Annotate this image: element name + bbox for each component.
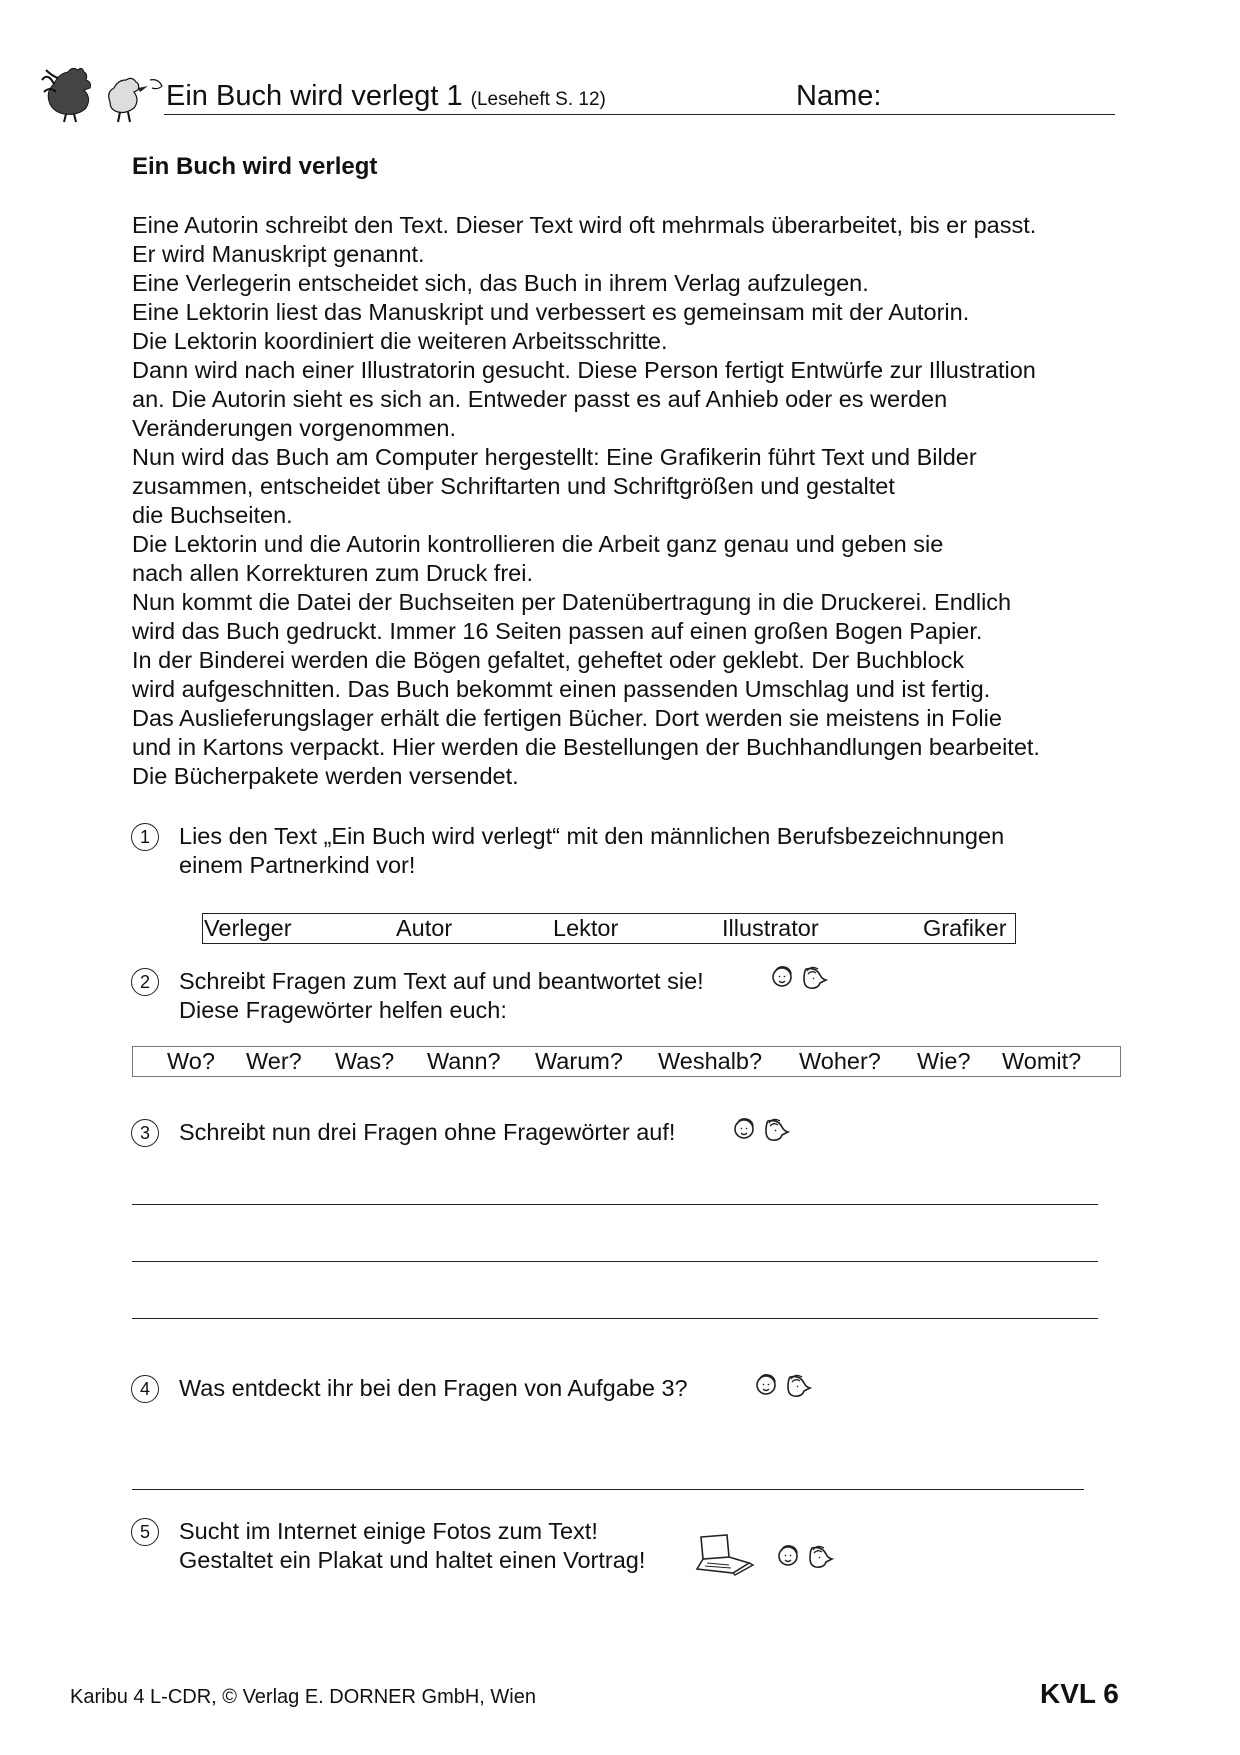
task-5-line-1: Sucht im Internet einige Fotos zum Text!: [179, 1518, 598, 1544]
question-word: Wie?: [917, 1048, 971, 1074]
text-title: Ein Buch wird verlegt: [132, 153, 378, 180]
job-titles-box: [202, 913, 1016, 944]
text-line: Dann wird nach einer Illustratorin gesucht. Diese Person fertigt Entwürfe zur Illustration: [132, 357, 1036, 383]
text-line: Eine Autorin schreibt den Text. Dieser Text wird oft mehrmals überarbeitet, bis er passt.: [132, 212, 1037, 238]
text-line: wird das Buch gedruckt. Immer 16 Seiten passen auf einen großen Bogen Papier.: [132, 618, 983, 644]
text-line: zusammen, entscheidet über Schriftarten und Schriftgrößen und gestaltet: [132, 473, 895, 499]
text-line: In der Binderei werden die Bögen gefaltet, geheftet oder geklebt. Der Buchblock: [132, 647, 965, 673]
question-word: Was?: [335, 1048, 395, 1074]
question-word: Woher?: [799, 1048, 881, 1074]
task-3-line-1: Schreibt nun drei Fragen ohne Fragewörter auf!: [179, 1119, 676, 1145]
task-2-line-1: Schreibt Fragen zum Text auf und beantwortet sie!: [179, 968, 704, 994]
task-number-1: 1: [131, 823, 159, 851]
question-word: Weshalb?: [658, 1048, 763, 1074]
text-line: Nun kommt die Datei der Buchseiten per Datenübertragung in die Druckerei. Endlich: [132, 589, 1012, 615]
text-line: Eine Lektorin liest das Manuskript und verbessert es gemeinsam mit der Autorin.: [132, 299, 970, 325]
footer-page-code: KVL 6: [1040, 1678, 1119, 1709]
answer-line[interactable]: [132, 1261, 1098, 1262]
text-line: Die Lektorin koordiniert die weiteren Arbeitsschritte.: [132, 328, 668, 354]
question-word: Womit?: [1002, 1048, 1082, 1074]
task-number-5: 5: [131, 1518, 159, 1546]
text-line: nach allen Korrekturen zum Druck frei.: [132, 560, 533, 586]
task-number-2: 2: [131, 968, 159, 996]
question-word: Warum?: [535, 1048, 623, 1074]
name-label: Name:: [796, 80, 882, 112]
footer-copyright: Karibu 4 L-CDR, © Verlag E. DORNER GmbH, Wien: [70, 1686, 536, 1708]
text-line: die Buchseiten.: [132, 502, 293, 528]
laptop-icon: [693, 1533, 757, 1577]
task-number-4: 4: [131, 1375, 159, 1403]
header-rule: [164, 114, 1115, 115]
text-line: Veränderungen vorgenommen.: [132, 415, 456, 441]
job-title: Verleger: [204, 915, 292, 941]
job-title: Lektor: [553, 915, 619, 941]
text-line: Nun wird das Buch am Computer hergestellt: Eine Grafikerin führt Text und Bilder: [132, 444, 977, 470]
task-1-line-2: einem Partnerkind vor!: [179, 852, 416, 878]
question-words-box: [132, 1046, 1121, 1077]
task-4-line-1: Was entdeckt ihr bei den Fragen von Aufgabe 3?: [179, 1375, 688, 1401]
task-5-line-2: Gestaltet ein Plakat und haltet einen Vortrag!: [179, 1547, 646, 1573]
task-2-line-2: Diese Fragewörter helfen euch:: [179, 997, 507, 1023]
rooster-logo-icon: [40, 62, 170, 124]
answer-line[interactable]: [132, 1204, 1098, 1205]
job-title: Illustrator: [722, 915, 819, 941]
question-word: Wer?: [246, 1048, 302, 1074]
job-title: Autor: [396, 915, 453, 941]
text-line: Die Lektorin und die Autorin kontrollieren die Arbeit ganz genau und geben sie: [132, 531, 944, 557]
partner-work-icon: [760, 961, 836, 995]
text-line: wird aufgeschnitten. Das Buch bekommt einen passenden Umschlag und ist fertig.: [132, 676, 991, 702]
partner-work-icon: [744, 1369, 820, 1403]
task-number-3: 3: [131, 1119, 159, 1147]
worksheet-title-reference: (Leseheft S. 12): [470, 89, 606, 110]
text-line: und in Kartons verpackt. Hier werden die Bestellungen der Buchhandlungen bearbeitet.: [132, 734, 1040, 760]
partner-work-icon: [766, 1540, 842, 1574]
worksheet-title-text: Ein Buch wird verlegt 1: [166, 80, 463, 112]
text-line: Die Bücherpakete werden versendet.: [132, 763, 519, 789]
answer-line[interactable]: [132, 1489, 1084, 1490]
question-word: Wann?: [427, 1048, 501, 1074]
question-word: Wo?: [167, 1048, 215, 1074]
partner-work-icon: [722, 1113, 798, 1147]
text-line: Das Auslieferungslager erhält die fertigen Bücher. Dort werden sie meistens in Folie: [132, 705, 1002, 731]
worksheet-title: [166, 80, 606, 113]
task-1-line-1: Lies den Text „Ein Buch wird verlegt“ mit den männlichen Berufsbezeichnungen: [179, 823, 1005, 849]
job-title: Grafiker: [923, 915, 1007, 941]
answer-line[interactable]: [132, 1318, 1098, 1319]
text-line: an. Die Autorin sieht es sich an. Entweder passt es auf Anhieb oder es werden: [132, 386, 948, 412]
text-line: Er wird Manuskript genannt.: [132, 241, 425, 267]
text-line: Eine Verlegerin entscheidet sich, das Buch in ihrem Verlag aufzulegen.: [132, 270, 869, 296]
reading-text: [132, 211, 1132, 791]
